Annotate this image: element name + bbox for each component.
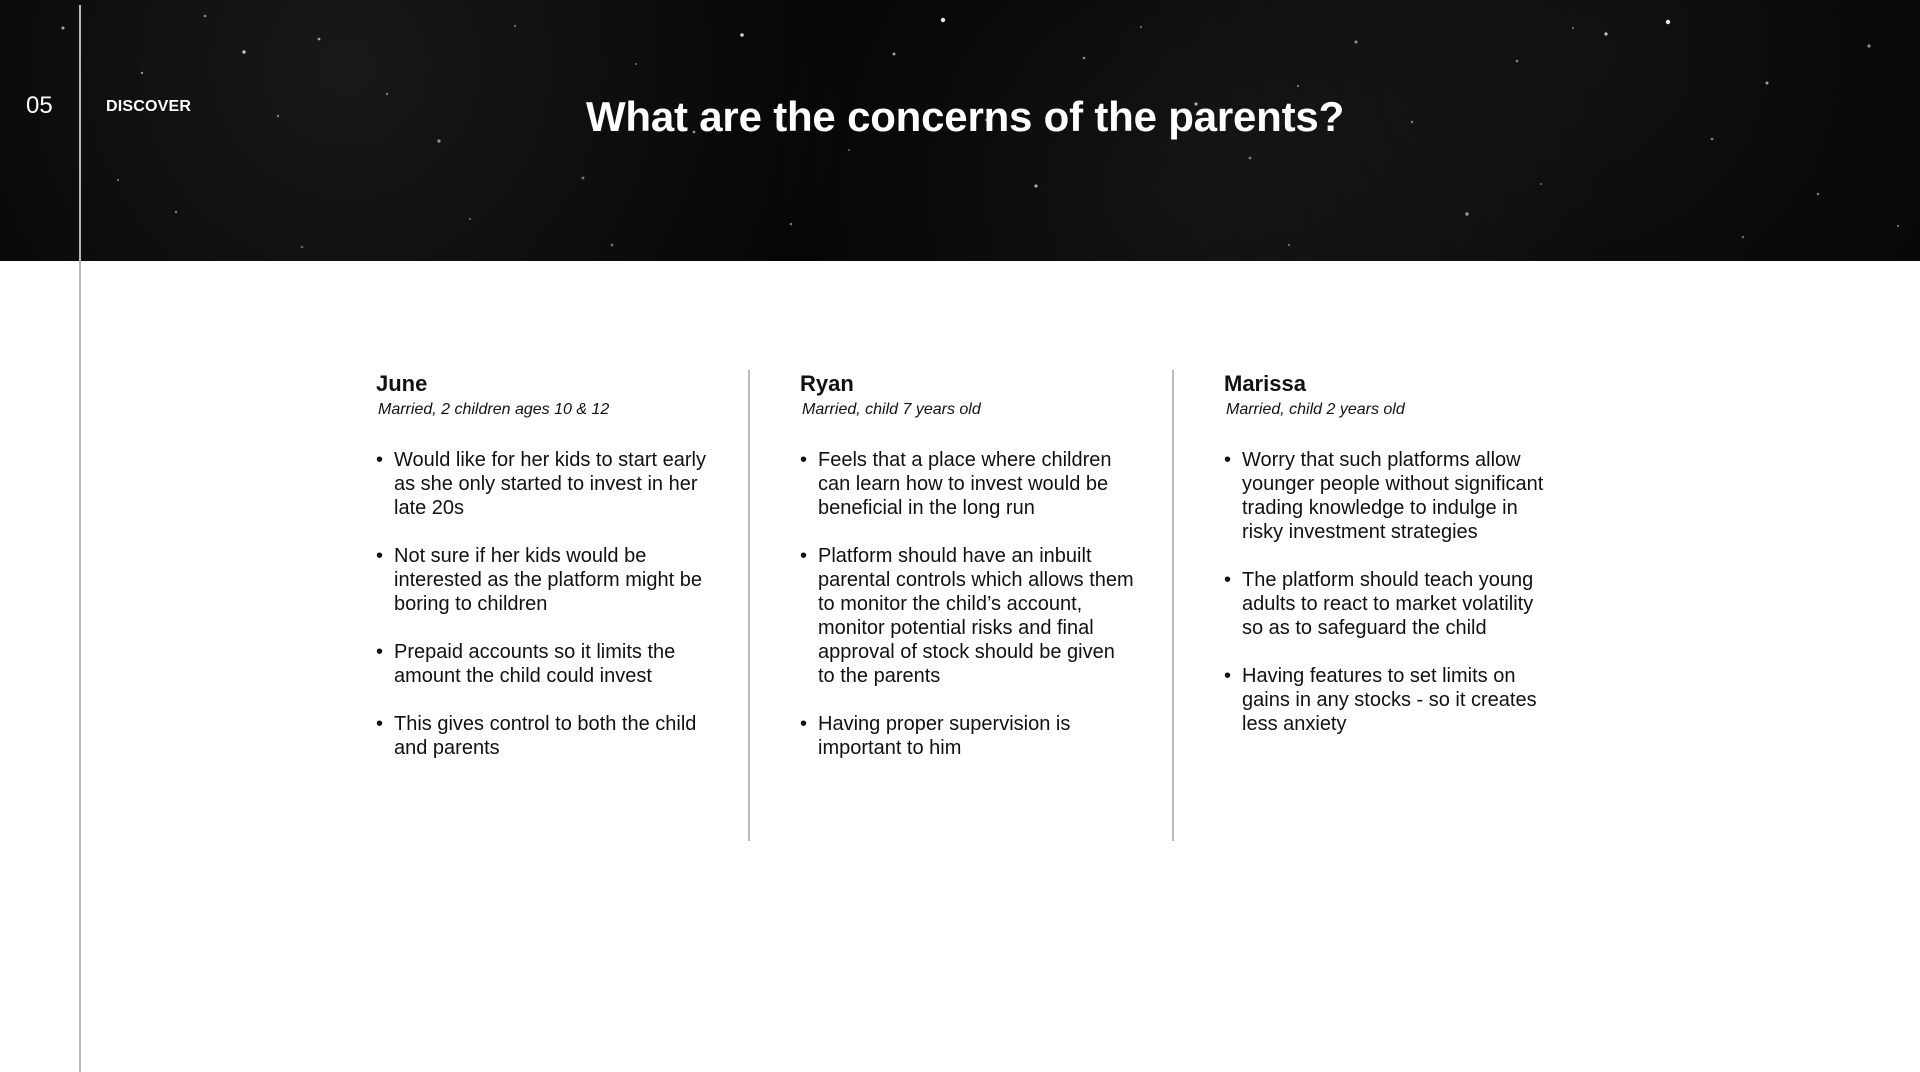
section-label: DISCOVER xyxy=(106,98,192,115)
concern-list xyxy=(376,448,711,760)
persona-ryan xyxy=(800,370,1135,784)
persona-name: June xyxy=(376,371,428,396)
concern-list xyxy=(1224,448,1559,736)
concern-item: • Prepaid accounts so it limits the amount the child could invest xyxy=(376,640,711,688)
persona-marissa xyxy=(1224,370,1559,760)
concern-item: • Having features to set limits on gains in any stocks - so it creates less anxiety xyxy=(1224,664,1559,736)
persona-name: Marissa xyxy=(1224,371,1306,396)
concern-item: • Not sure if her kids would be interested as the platform might be boring to children xyxy=(376,544,711,616)
concern-item: • Platform should have an inbuilt parental controls which allows them to monitor the child’s account, monitor potential risks and final approval of stock should be given to the parents xyxy=(800,544,1135,688)
left-vertical-rule xyxy=(79,5,81,1072)
column-divider xyxy=(748,370,750,841)
persona-details: Married, child 2 years old xyxy=(1226,401,1405,418)
slide-number: 05 xyxy=(26,92,53,119)
persona-june xyxy=(376,370,711,784)
concern-item: • Having proper supervision is important to him xyxy=(800,712,1135,760)
concern-item: • The platform should teach young adults to react to market volatility so as to safeguard the child xyxy=(1224,568,1559,640)
concern-item: • Would like for her kids to start early as she only started to invest in her late 20s xyxy=(376,448,711,520)
column-divider xyxy=(1172,370,1174,841)
persona-columns xyxy=(376,370,1546,841)
persona-details: Married, 2 children ages 10 & 12 xyxy=(378,401,610,418)
concern-item: • This gives control to both the child and parents xyxy=(376,712,711,760)
concern-item: • Feels that a place where children can learn how to invest would be beneficial in the long run xyxy=(800,448,1135,520)
concern-item: • Worry that such platforms allow younger people without significant trading knowledge to indulge in risky investment strategies xyxy=(1224,448,1559,544)
persona-name: Ryan xyxy=(800,371,854,396)
concern-list xyxy=(800,448,1135,760)
persona-details: Married, child 7 years old xyxy=(802,401,981,418)
page-title: What are the concerns of the parents? xyxy=(585,93,1345,140)
header-banner xyxy=(0,0,1920,261)
